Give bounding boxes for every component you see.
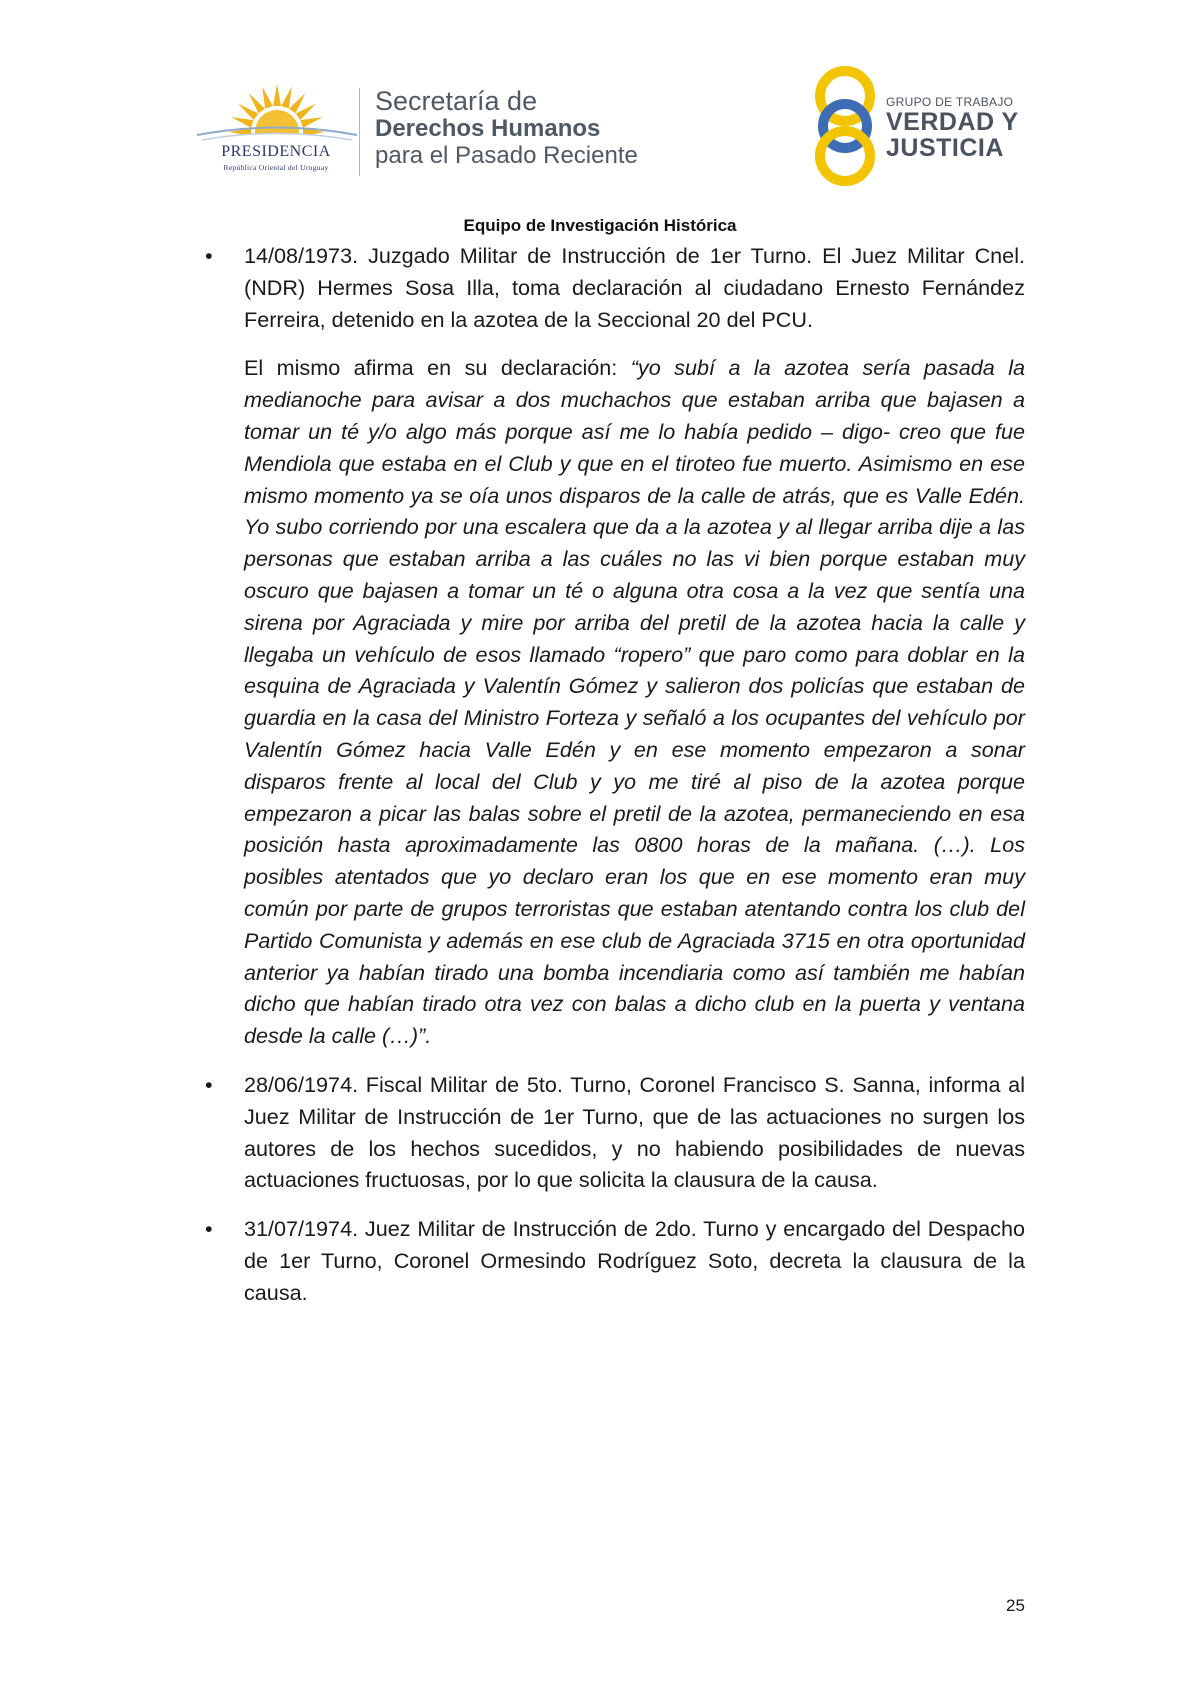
entry-text: 14/08/1973. Juzgado Militar de Instrucción de 1er Turno. El Juez Militar Cnel. (NDR) Hermes Sosa Illa, toma declaración al ciudadano Ernesto Fernández Ferreira, detenido en la azotea de la Seccional 20 del PCU. [244, 243, 1025, 332]
list-item [205, 240, 1025, 335]
presidencia-subtitle: República Oriental del Uruguay [223, 163, 329, 172]
page-header [0, 0, 1191, 235]
bullet-icon: • [205, 243, 213, 268]
secretaria-line-2: Derechos Humanos [375, 115, 601, 142]
grupo-line-1: GRUPO DE TRABAJO [886, 95, 1014, 109]
document-body [205, 240, 1025, 1309]
list-item [205, 1069, 1025, 1196]
verdad-justicia-rings-icon [810, 62, 880, 190]
header-divider [359, 88, 360, 176]
secretaria-title [375, 88, 638, 169]
quote-intro: El mismo afirma en su declaración: [244, 355, 631, 381]
page-number: 25 [1006, 1596, 1025, 1615]
bullet-icon: • [205, 1071, 213, 1097]
entry-text: 28/06/1974. Fiscal Militar de 5to. Turno, Coronel Francisco S. Sanna, informa al Juez Militar de Instrucción de 1er Turno, que de las actuaciones no surgen los autores de los hechos sucedidos, y no habiendo posibilidades de nuevas actuaciones fructuosas, por lo que solicita la clausura de la causa. [244, 1071, 1025, 1193]
team-title: Equipo de Investigación Histórica [463, 216, 737, 235]
list-item [205, 1213, 1025, 1308]
grupo-line-3: JUSTICIA [886, 134, 1004, 162]
quote-paragraph [205, 352, 1025, 1052]
quote-text: “yo subí a la azotea sería pasada la medianoche para avisar a dos muchachos que estaban arriba que bajasen a tomar un té y/o algo más porque así me lo había pedido – digo- creo que fue Mendiola que estaba en el Club y que en el tiroteo fue muerto. Asimismo en ese mismo momento ya se oía unos disparos de la calle de atrás, que es Valle Edén. Yo subo corriendo por una escalera que da a la azotea y al llegar arriba dije a las personas que estaban arriba a las cuáles no las vi bien porque estaban muy oscuro que bajasen a tomar un té o alguna otra cosa a la vez que sentía una sirena por Agraciada y mire por arriba del pretil de la azotea hacia la calle y llegaba un vehículo de esos llamado “ropero” que paro como para doblar en la esquina de Agraciada y Valentín Gómez y salieron dos policías que estaban de guardia en la casa del Ministro Forteza y señaló a los ocupantes del vehículo por Valentín Gómez hacia Valle Edén y en ese momento empezaron a sonar disparos frente al local del Club y yo me tiré al piso de la azotea porque empezaron a picar las balas sobre el pretil de la azotea, permaneciendo en esa posición hasta aproximadamente las 0800 horas de la mañana. (…). Los posibles atentados que yo declaro eran los que en ese momento eran muy común por parte de grupos terroristas que estaban atentando contra los club del Partido Comunista y además en ese club de Agraciada 3715 en otra oportunidad anterior ya habían tirado una bomba incendiaria como así también me habían dicho que habían tirado otra vez con balas a dicho club en la puerta y ventana desde la calle (…)”. [244, 355, 1025, 1049]
entry-text: 31/07/1974. Juez Militar de Instrucción de 2do. Turno y encargado del Despacho de 1er Turno, Coronel Ormesindo Rodríguez Soto, decreta la clausura de la causa. [244, 1216, 1025, 1305]
grupo-trabajo-title [886, 95, 1019, 161]
secretaria-line-3: para el Pasado Reciente [375, 142, 638, 169]
grupo-line-2: VERDAD Y [886, 108, 1019, 136]
secretaria-line-1: Secretaría de [375, 86, 538, 116]
presidencia-name: PRESIDENCIA [221, 143, 331, 160]
bullet-icon: • [205, 1216, 213, 1242]
